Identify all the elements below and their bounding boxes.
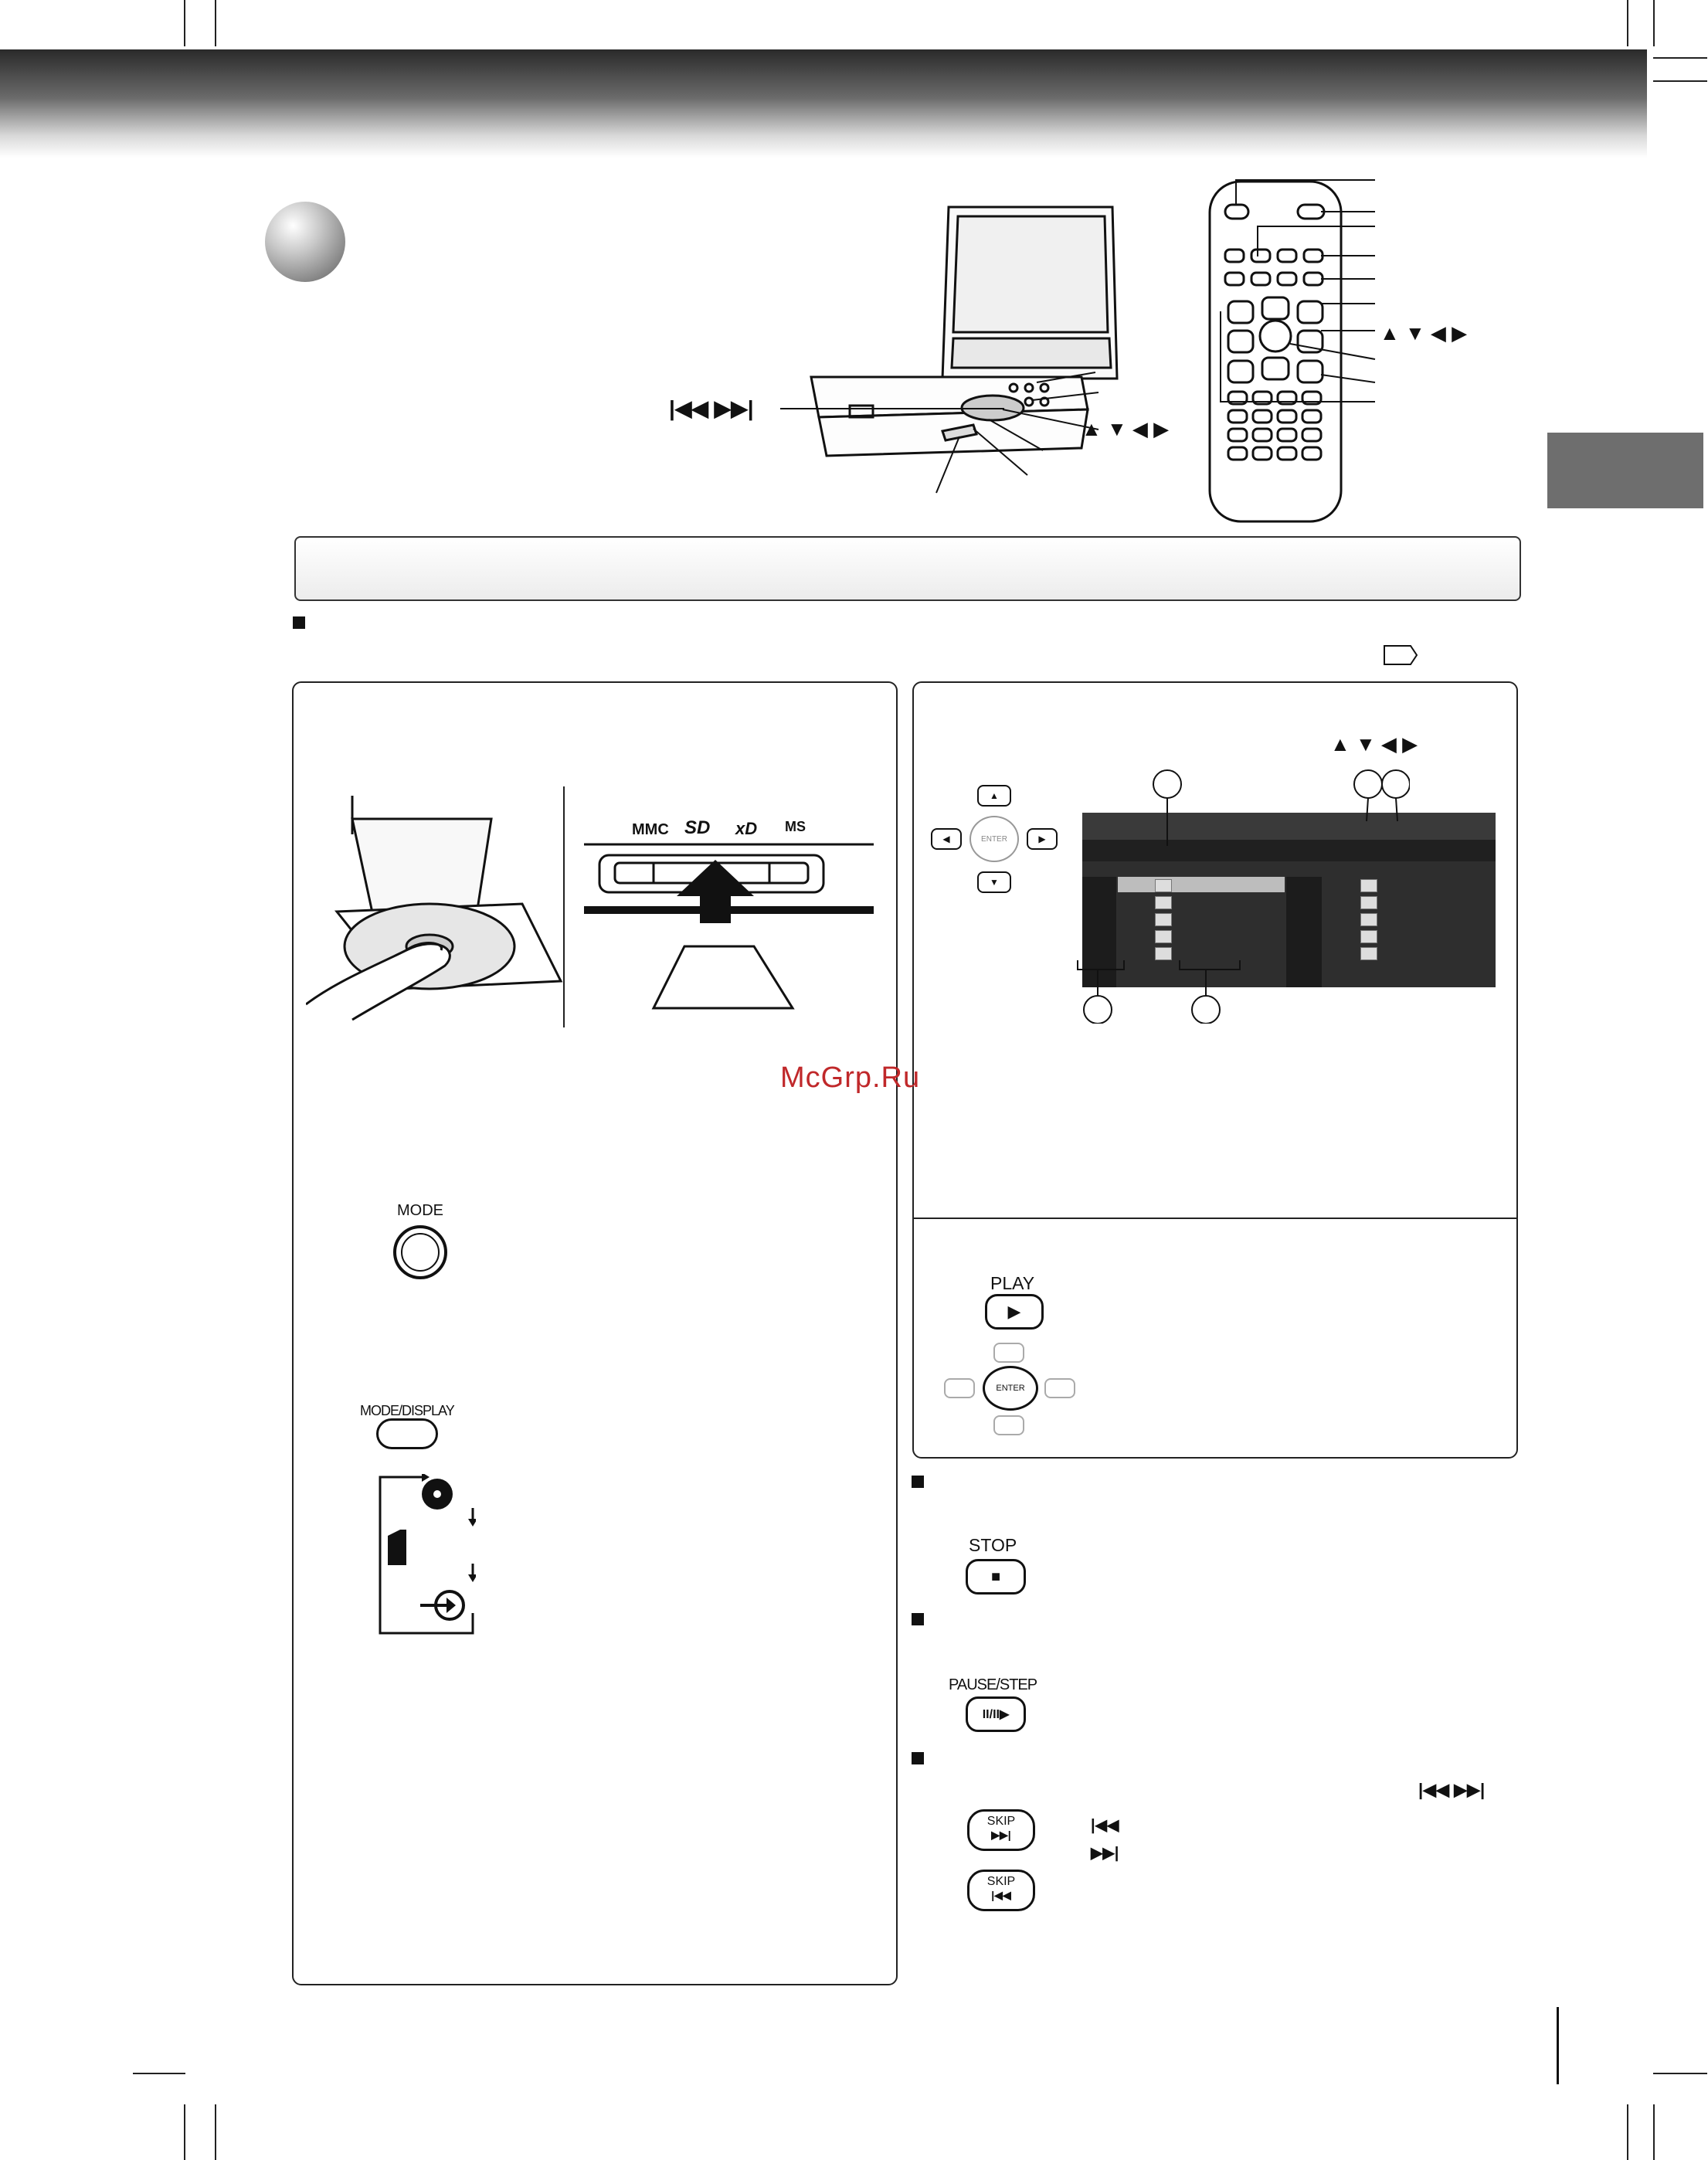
crop-mark bbox=[133, 2073, 185, 2074]
up-button[interactable]: ▲ bbox=[977, 785, 1011, 807]
crop-mark bbox=[1653, 2104, 1655, 2160]
av-input-icon bbox=[420, 1591, 464, 1619]
crop-mark bbox=[1653, 80, 1707, 82]
page-number-rule bbox=[1557, 2007, 1559, 2084]
memory-stick-logo: MS bbox=[785, 819, 806, 834]
pause-step-button-label: PAUSE/STEP bbox=[949, 1676, 1037, 1693]
crop-mark bbox=[215, 2104, 216, 2160]
figure-divider bbox=[563, 786, 565, 1027]
right-button[interactable]: ▶ bbox=[1027, 828, 1058, 850]
mode-button[interactable] bbox=[393, 1225, 447, 1279]
skip-buttons-label: |◀◀ ▶▶| bbox=[669, 396, 754, 420]
left-button[interactable]: ◀ bbox=[931, 828, 962, 850]
crop-mark bbox=[1627, 2104, 1628, 2160]
section-bullet-icon bbox=[265, 202, 345, 282]
crop-mark bbox=[1653, 57, 1707, 59]
remote-control-illustration bbox=[1205, 174, 1391, 529]
screen-callouts bbox=[1070, 769, 1410, 1024]
player-arrow-keys-label: ▲ ▼ ◀ ▶ bbox=[1082, 417, 1170, 440]
skip-forward-inline-symbol: ▶▶| bbox=[1091, 1845, 1119, 1862]
play-button-label: PLAY bbox=[990, 1273, 1035, 1293]
portable-player-illustration bbox=[649, 185, 1205, 510]
stop-button[interactable]: ■ bbox=[966, 1559, 1026, 1595]
arrow-keys-label: ▲ ▼ ◀ ▶ bbox=[1330, 732, 1418, 756]
mode-display-button[interactable] bbox=[376, 1418, 438, 1449]
remote-arrow-keys-label: ▲ ▼ ◀ ▶ bbox=[1380, 321, 1468, 345]
crop-mark bbox=[184, 2104, 185, 2160]
mode-cycle-diagram bbox=[375, 1474, 476, 1636]
skip-back-symbol: |◀◀ bbox=[991, 1889, 1011, 1901]
card-slot-illustration bbox=[584, 838, 874, 1031]
page-reference-tag-icon bbox=[1383, 644, 1418, 666]
pause-step-button[interactable]: II/II▶ bbox=[966, 1696, 1026, 1732]
enter-dpad-illustration bbox=[944, 1343, 1078, 1435]
skip-forward-symbol: ▶▶| bbox=[991, 1829, 1011, 1841]
bullet-square-icon bbox=[912, 1613, 924, 1625]
skip-back-label: SKIP bbox=[986, 1875, 1016, 1888]
skip-back-inline-symbol: |◀◀ bbox=[1091, 1817, 1119, 1834]
bullet-square-icon bbox=[912, 1476, 924, 1488]
crop-mark bbox=[184, 0, 185, 46]
crop-mark bbox=[1627, 0, 1628, 46]
section-tab bbox=[1547, 433, 1703, 508]
skip-back-button[interactable] bbox=[967, 1870, 1035, 1911]
insert-disc-illustration bbox=[306, 796, 569, 1027]
sd-logo: SD bbox=[684, 817, 711, 838]
remote-dpad bbox=[931, 785, 1062, 893]
bullet-square-icon bbox=[293, 616, 305, 629]
enter-button-highlighted[interactable]: ENTER bbox=[983, 1366, 1038, 1411]
crop-mark bbox=[1653, 2073, 1707, 2074]
crop-mark bbox=[215, 0, 216, 46]
xd-logo: xD bbox=[735, 819, 758, 838]
panel-divider bbox=[912, 1218, 1516, 1219]
header-band bbox=[0, 49, 1647, 158]
down-button[interactable]: ▼ bbox=[977, 871, 1011, 893]
mode-display-button-label: MODE/DISPLAY bbox=[360, 1403, 454, 1418]
stop-button-label: STOP bbox=[969, 1535, 1017, 1555]
crop-mark bbox=[1653, 0, 1655, 46]
skip-symbols-label: |◀◀ ▶▶| bbox=[1418, 1780, 1486, 1799]
mode-button-label: MODE bbox=[397, 1202, 443, 1219]
skip-forward-button[interactable] bbox=[967, 1809, 1035, 1851]
skip-forward-label: SKIP bbox=[986, 1815, 1016, 1828]
section-title-box bbox=[294, 536, 1521, 601]
enter-button[interactable]: ENTER bbox=[969, 816, 1019, 862]
mmc-logo: MMC bbox=[632, 821, 669, 838]
card-icon bbox=[388, 1530, 406, 1565]
watermark: McGrp.Ru bbox=[780, 1061, 921, 1094]
bullet-square-icon bbox=[912, 1752, 924, 1764]
play-button[interactable]: ▶ bbox=[985, 1294, 1044, 1330]
